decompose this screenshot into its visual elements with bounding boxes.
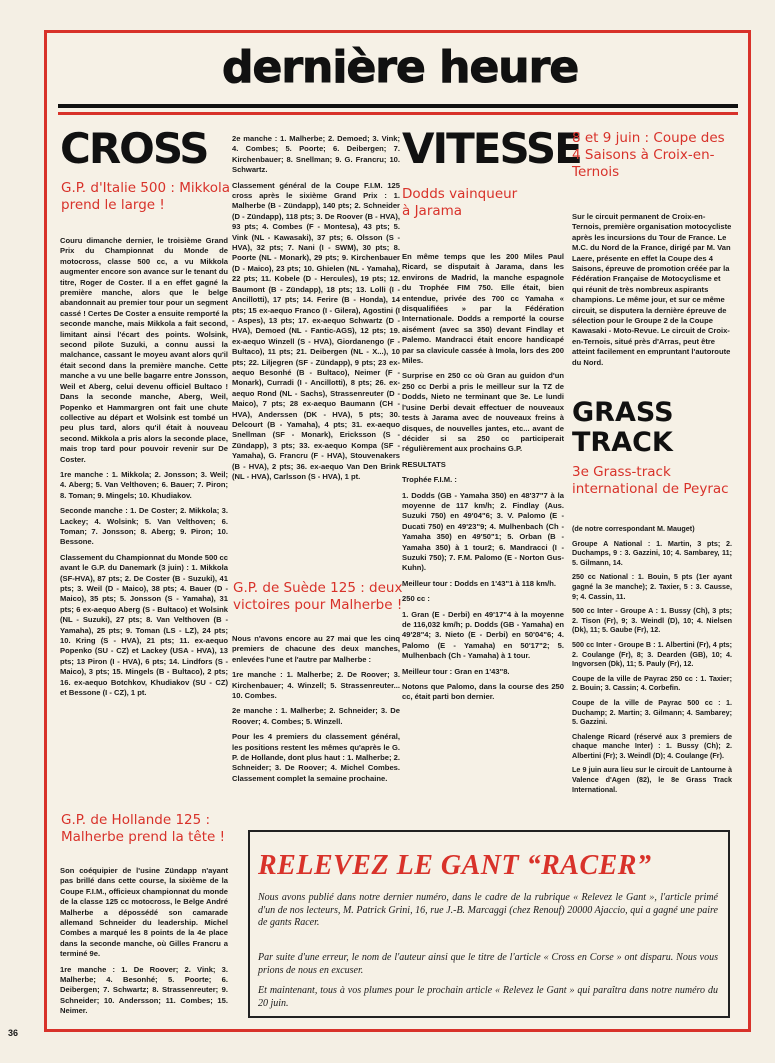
racer-title: RELEVEZ LE GANT “RACER” bbox=[258, 850, 652, 881]
grass-item: Le 9 juin aura lieu sur le circuit de Lantourne à Valence d'Agen (82), le 8e Grass Track International. bbox=[572, 765, 732, 794]
italie-classement: Classement du Championnat du Monde 500 cc avant le G.P. du Danemark (3 juin) : 1. Mikkola (SF-HVA), 87 pts; 2. De Coster (B - Suzuki), 41 pts; 3. Weil (D - Maico), 38 pts; 4. Bauer (D - Maico), 35 pts; 5. Jonsson (S - Yamaha), 31 pts; 6 ex-aequo Aberg (S - Bultaco) et Wolsink (NL - Suzuki), 27 pts; 8. Van Velthoven (B - Yamaha), 25 pts; 9. Toman (LS - LZ), 24 pts; 10. Kring (S - HVA), 21 pts; 11. ex-aequo Popenko (SU - CZ) et Lackey (USA - HVA), 13 pts; 13 Piron (I - HVA), 6 pts; 14. Lindfors (S - Maico), 3 pts; 15. Mingels (B - Bultaco), 2 pts; 16. ex-aequo Botchkov, Khudiakov (SU - CZ) et Bessone (I - CZ), 1 pt. bbox=[60, 552, 228, 698]
trophee-results: 1. Dodds (GB - Yamaha 350) en 48'37"7 à la moyenne de 117 km/h; 2. Findlay (Aus. Suzuki 750) en 49'04"6; 3. V. Palomo (E - Ducati 750) en 49'23"9; 4. Mulhenbach (Ch - Yamaha 350) en 49'50"1; 5. Orban (B - Yamaha 350) à 1 tour2; 6. Mandracci (I - Suzuki 750); 7. F.M. Palomo (E - Norton Gus-Kuhn). bbox=[402, 490, 564, 573]
italie-body: Couru dimanche dernier, le troisième Grand Prix du Championnat du Monde de motocross, classe 500 cc, a vu Mikkola augmenter encore son avance sur le tenant du titre, Roger de Coster. Il a en effet gagné la première manche, alors que le belge abandonnait au premier tour pour un segment cassé ! Certes De Coster a ensuite remporté la seconde manche, mais Mikkola a fait second, limitant ainsi l'écart des points. Wolsink, second pilote Suzuki, a connu aussi la malchance, cassant le moyeu avant alors qu'il était second dans la première manche. Cette manche a vu une belle bagarre entre Jonsson, Weil et Aberg, celui devenu officiel Bultaco ! Dans la seconde manche, Aberg, Weil, Popenko et Hammargren ont fait une chute collective au départ et Wolsink est tombé un peu plus tard, alors qu'il était à nouveau second. Mikkola a pris alors la seconde place, mais trop tard pour pouvoir revenir sur De Coster. bbox=[60, 236, 228, 464]
grass-title-line-1: GRASS bbox=[572, 397, 674, 428]
grass-title-line-2: TRACK bbox=[572, 427, 673, 458]
suede-text bbox=[232, 634, 400, 789]
meilleur-tour-1: Meilleur tour : Dodds en 1'43"1 à 118 km/h. bbox=[402, 578, 556, 588]
vitesse-column bbox=[402, 252, 564, 708]
suede-results-1: 1re manche : 1. Malherbe; 2. De Roover; 3. Kirchenbauer; 4. Winzell; 5. Strassenreuter... 10. Combes. bbox=[232, 670, 400, 701]
page-headline: dernière heure bbox=[222, 42, 579, 93]
cc250-label: 250 cc : bbox=[402, 594, 430, 604]
hollande-title: G.P. de Hollande 125 : Malherbe prend la tête ! bbox=[61, 812, 226, 845]
col2-classement: Classement général de la Coupe F.I.M. 125 cross après le sixième Grand Prix : 1. Malherbe (B - Zündapp), 140 pts; 2. Schneider (D - Zündapp), 118 pts; 3. De Roover (B - HVA), 93 pts; 4. Combes (F - Montesa), 43 pts; 5. Vink (NL - Kawasaki), 37 pts; 6. Olsson (S - HVA), 32 pts; 7. Nani (I - SWM), 30 pts; 8. Poorte (NL - Monark), 29 pts; 9. Kirchenbauer (D - Maico), 23 pts; 10. Ghielen (NL - Yamaha), 22 pts; 11. Kobele (D - Hercules), 19 pts; 12. Baumont (B - Zündapp), 18 pts; 13. Lolli (I - Ancillotti), 17 pts; 14. Ferire (B - Honda), 14 pts; 15 ex-aequo Franco (I - Gilera), Agostini (I - Aspes), 13 pts; 17. ex-aequo Schwartz (D - HVA), Demoed (NL - Fantic-AGS), 12 pts; 19. ex-aequo Winzell (S - HVA), Giordanengo (F - Bultaco), 11 pts; 21. Deibergen (NL - X...), 10 pts; 22. Liljegren (SF - Zündapp), 9 pts; 23 ex-aequo Besonhé (B - Bultaco), Neimer (F - Monark), Curradi (I - Ancillotti), 8 pts; 26. ex-aequo Rond (NL - Sachs), Strassenreuter (D - Maico), 7 pts; 28 ex-aequo Baumann (CH - HVA), Anderssen (DK - HVA), 5 pts; 30. Delcourt (B - Yamaha), 4 pts; 31. ex-aequo Snellman (SF - Monark), Ericksson (S - Zündapp), 3 pts; 33. ex-aequo Kompa (SF - Yamaha), G. Francru (F - HVA), Stouvenakers (B - HVA), 2 pts; 36. ex-aequo Van Den Brink (NL - HVA), Carlsson (S - HVA), 1 pt. bbox=[232, 180, 400, 481]
meilleur-tour-2: Meilleur tour : Gran en 1'43"8. bbox=[402, 666, 510, 676]
suede-body: Nous n'avons encore au 27 mai que les cinq premiers de chacune des deux manches, enlevées l'une et l'autre par Malherbe : bbox=[232, 634, 400, 664]
header-red-rule bbox=[58, 112, 738, 115]
resultats-label: RESULTATS bbox=[402, 459, 446, 469]
cross-section-title: CROSS bbox=[60, 124, 208, 173]
hollande-text bbox=[60, 866, 228, 1022]
grass-column bbox=[572, 524, 732, 799]
grass-item: 500 cc Inter - Groupe B : 1. Albertini (Fr), 4 pts; 2. Coulange (Fr), 8; 3. Dearden (GB), 10; 4. Ingvorsen (Dk), 11; 5. Pauly (Fr), 12. bbox=[572, 639, 732, 669]
grass-item: 500 cc Inter - Groupe A : 1. Bussy (Ch), 3 pts; 2. Tison (Fr), 9; 3. Weindl (D), 10; 4. Nielsen (Dk), 11; 5. Gaube (Fr), 12. bbox=[572, 606, 732, 635]
cc250-results: 1. Gran (E - Derbi) en 49'17"4 à la moyenne de 116,032 km/h; p. Dodds (GB - Yamaha) en 49'28"4; 3. Nieto (E - Derbi) en 50'04"6; 4. Palomo (E - Yamaha) en 50'17"2; 5. Mulhenbach (Ch - Yamaha) à 1 tour. bbox=[402, 609, 564, 661]
grass-correspondent: (de notre correspondant M. Mauget) bbox=[572, 524, 695, 533]
grass-item: 250 cc National : 1. Bouin, 5 pts (1er ayant gagné la 3e manche); 2. Taxier, 5 : 3. Causse, 9; 4. Cassin, 11. bbox=[572, 572, 732, 601]
croix-title: 8 et 9 juin : Coupe des 4 Saisons à Croix-en-Ternois bbox=[572, 130, 725, 180]
italie-title: G.P. d'Italie 500 : Mikkola prend le large ! bbox=[61, 180, 231, 213]
croix-body: Sur le circuit permanent de Croix-en-Ternois, première organisation motocycliste après les incursions du Tour de France. Le M.C. du Nord de la France, dirigé par M. Van Laere, présente en effet la Coupe des 4 Saisons, épreuve de promotion créée par la Fédération Française de Motocyclisme et qui réunit de très nombreux aspirants champions. Le même jour, et sur ce même circuit, se disputera la dernière épreuve de sélection pour le Groupe 2 de la Coupe Kawasaki - Moto-Revue. Le circuit de Croix-en-Ternois, situé près d'Arras, peut être atteint facilement en empruntant l'autoroute du Nord. bbox=[572, 212, 732, 367]
grass-subtitle: 3e Grass-track international de Peyrac bbox=[572, 464, 729, 497]
grass-item: Groupe A National : 1. Martin, 3 pts; 2. Duchamps, 9 : 3. Gazzini, 10; 4. Sambarey, 11; 5. Gilmann, 14. bbox=[572, 538, 732, 567]
racer-paragraph-3: Et maintenant, tous à vos plumes pour le prochain article « Relevez le Gant » qui paraîtra dans notre numéro du 20 juin. bbox=[258, 985, 718, 1009]
page-number: 36 bbox=[8, 1028, 19, 1038]
grass-item: Chalenge Ricard (réservé aux 3 premiers de chaque manche Inter) : 1. Bussy (Ch); 2. Albertini (Fr); 3. Weindl (D); 4. Coulange (Fr). bbox=[572, 731, 732, 760]
grass-item: Coupe de la ville de Payrac 500 cc : 1. Duchamp; 2. Martin; 3. Gilmann; 4. Sambarey; 5. Gazzini. bbox=[572, 697, 732, 727]
vitesse-section-title: VITESSE bbox=[402, 124, 581, 173]
suede-title: G.P. de Suède 125 : deux victoires pour Malherbe ! bbox=[233, 580, 403, 613]
vitesse-note: Notons que Palomo, dans la course des 250 cc, était parti bon dernier. bbox=[402, 682, 564, 702]
italie-results-1: 1re manche : 1. Mikkola; 2. Jonsson; 3. Weil; 4. Aberg; 5. Van Velthoven; 6. Bauer; 7. Piron; 8. Toman; 9. Mingels; 10. Khudiakov. bbox=[60, 469, 228, 500]
vitesse-body-1: En même temps que les 200 Miles Paul Ricard, se disputait à Jarama, dans les environs de Madrid, la manche espagnole du Trophée FIM 750. Elle était, bien entendue, privée des 700 cc Yamaha « disqualifiées » par la Fédération Internationale. Dodds a remporté la course aisément (avec sa 350) devant Findlay et Palemo. Mandracci était encore handicapé par sa clavicule cassée à Imola, lors des 200 Miles. bbox=[402, 252, 564, 366]
racer-paragraph-1: Nous avons publié dans notre dernier numéro, dans le cadre de la rubrique « Relevez le Gant », l'article primé d'un de nos lecteurs, M. Patrick Grini, 16, rue J.-B. Marcaggi (chez Renouf) 20000 Ajaccio, qui a gagné une paire de gants Racer. bbox=[258, 892, 718, 928]
racer-paragraph-2: Par suite d'une erreur, le nom de l'auteur ainsi que le titre de l'article « Cross en Corse » ont disparu. Nous vous prions de nous en excuser. bbox=[258, 952, 718, 976]
suede-results-2: 2e manche : 1. Malherbe; 2. Schneider; 3. De Roover; 4. Combes; 5. Winzell. bbox=[232, 706, 400, 726]
vitesse-title: Dodds vainqueur à Jarama bbox=[402, 186, 518, 219]
cross-column-2 bbox=[232, 134, 400, 487]
suede-end: Pour les 4 premiers du classement général, les positions restent les mêmes qu'après le G. P. de Hollande, dont plus haut : 1. Malherbe; 2. Schneider; 3. De Roover; 4. Michel Combes. Classement complet la semaine prochaine. bbox=[232, 732, 400, 783]
header-rule bbox=[58, 104, 738, 108]
trophee-label: Trophée F.I.M. : bbox=[402, 475, 457, 485]
col2-top: 2e manche : 1. Malherbe; 2. Demoed; 3. Vink; 4. Combes; 5. Poorte; 6. Deibergen; 7. Kirchenbauer; 8. Snellman; 9. G. Francru; 10. Schwartz. bbox=[232, 134, 400, 175]
vitesse-body-2: Surprise en 250 cc où Gran au guidon d'un 250 cc Derbi a pris le meilleur sur la TZ de Dodds, Nieto ne terminant que 3e. Le lundi l'usine Derbi devait effectuer de nouveaux tests à Jarama avec de nouveaux freins à disques, de nouvelles jantes, etc... avant de décider si sa 250 cc participerait régulièrement aux prochains G.P. bbox=[402, 371, 564, 454]
cross-column-1 bbox=[60, 236, 228, 703]
grass-section-title bbox=[572, 398, 674, 458]
hollande-results: 1re manche : 1. De Roover; 2. Vink; 3. Malherbe; 4. Besonhé; 5. Poorte; 6. Deibergen; 7. Schwartz; 8. Strassenreuter; 9. Schneider; 10. Andersson; 11. Combes; 15. Neimer. bbox=[60, 964, 228, 1016]
grass-item: Coupe de la ville de Payrac 250 cc : 1. Taxier; 2. Bouin; 3. Cassin; 4. Corbefin. bbox=[572, 673, 732, 693]
hollande-body: Son coéquipier de l'usine Zündapp n'ayant pas brillé dans cette course, la sixième de la Coupe F.I.M., officieux championnat du monde de la classe 125 cc motocross, le Belge André Malherbe a dépossédé son camarade allemand Schneider du leadership. Michel Combes a marqué les 8 points de la 4e place dans la seconde manche, où Gilles Francru a terminé 9e. bbox=[60, 866, 228, 959]
italie-results-2: Seconde manche : 1. De Coster; 2. Mikkola; 3. Lackey; 4. Wolsink; 5. Van Velthoven; 6. Toman; 7. Jonsson; 8. Aberg; 9. Piron; 10. Bessone. bbox=[60, 506, 228, 547]
